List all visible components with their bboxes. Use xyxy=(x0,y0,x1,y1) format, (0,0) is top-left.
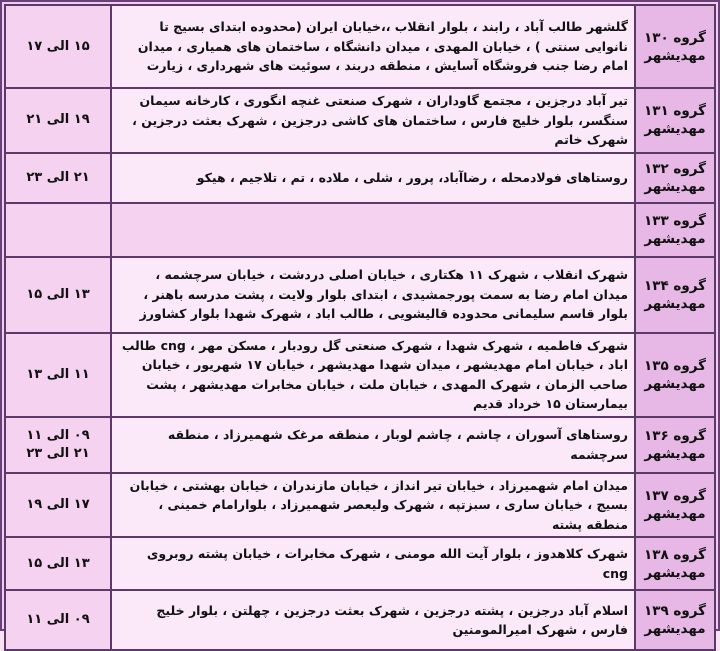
group-cell xyxy=(635,537,715,590)
group-word: گروه xyxy=(673,603,707,619)
time-range: ۱۳ الی ۱۵ xyxy=(26,555,90,571)
table-row xyxy=(5,417,715,473)
group-number: ۱۳۴ xyxy=(643,277,669,294)
table-row xyxy=(5,473,715,538)
areas-cell: گلشهر طالب آباد ، رابند ، بلوار انقلاب ،،خیابان ایران (محدوده ابتدای بسیج تا نانوایی سنتی ) ، خیابان المهدی ، میدان دانشگاه ، ساختمان های همیاری ، میدان امام رضا جنب فروشگاه آسایش ، منطقه دربند ، سوئیت های شهرداری ، زیارت xyxy=(111,5,635,88)
group-city: مهدیشهر xyxy=(644,295,706,312)
group-title xyxy=(636,357,714,375)
areas-cell: میدان امام شهمیرزاد ، خیابان تیر انداز ، خیابان مازندران ، خیابان بهشتی ، خیابان بسیج ، خیابان ساری ، سبزتپه ، شهرک ولیعصر شهمیرزاد ، بلوارامام خمینی ، منطقه پشته xyxy=(111,473,635,538)
time-range: ۰۹ الی ۱۱ xyxy=(26,427,90,443)
group-title xyxy=(636,546,714,564)
group-title xyxy=(636,212,714,230)
group-number: ۱۳۱ xyxy=(643,103,669,120)
group-number: ۱۳۹ xyxy=(643,603,669,619)
time-range: ۲۱ الی ۲۳ xyxy=(26,445,90,461)
table-row xyxy=(5,88,715,153)
time-cell xyxy=(5,257,111,333)
group-city: مهدیشهر xyxy=(644,375,706,392)
group-city: مهدیشهر xyxy=(644,230,706,247)
group-city: مهدیشهر xyxy=(644,445,706,462)
table-row xyxy=(5,5,715,88)
group-title xyxy=(636,602,714,620)
table-row xyxy=(5,333,715,417)
time-range: ۲۱ الی ۲۳ xyxy=(26,169,90,185)
group-title xyxy=(636,427,714,445)
group-number: ۱۳۶ xyxy=(643,427,669,444)
time-cell xyxy=(5,88,111,153)
areas-cell: تیر آباد درجزین ، مجتمع گاوداران ، شهرک صنعتی غنچه انگوری ، کارخانه سیمان سنگسر، بلوار خلیج فارس ، ساختمان های کاشی درجزین ، شهرک بعثت درجزین ، شهرک خاتم xyxy=(111,88,635,153)
group-city: مهدیشهر xyxy=(644,121,706,138)
table-row xyxy=(5,257,715,333)
areas-cell: روستاهای فولادمحله ، رضاآباد، پرور ، شلی ، ملاده ، تم ، تلاجیم ، هیکو xyxy=(111,153,635,203)
table-row xyxy=(5,590,715,650)
table-row xyxy=(5,153,715,203)
group-word: گروه xyxy=(673,160,707,177)
group-word: گروه xyxy=(673,546,707,563)
group-cell xyxy=(635,203,715,257)
areas-cell: شهرک انقلاب ، شهرک ۱۱ هکتاری ، خیابان اصلی دردشت ، خیابان سرچشمه ، میدان امام رضا به سمت پورجمشیدی ، ابتدای بلوار ولایت ، پشت مدرسه باهنر ، بلوار قاسم سلیمانی محدوده قالیشویی ، طالب اباد ، شهرک شهدا بلوار کشاورز xyxy=(111,257,635,333)
time-range: ۱۹ الی ۲۱ xyxy=(26,112,90,128)
group-word: گروه xyxy=(673,357,707,374)
time-cell xyxy=(5,473,111,538)
group-word: گروه xyxy=(673,277,707,294)
group-city: مهدیشهر xyxy=(644,47,706,64)
time-cell xyxy=(5,153,111,203)
group-cell xyxy=(635,153,715,203)
areas-cell: روستاهای آسوران ، چاشم ، چاشم لوبار ، منطقه مرغک شهمیرزاد ، منطقه سرچشمه xyxy=(111,417,635,473)
group-cell xyxy=(635,473,715,538)
time-cell xyxy=(5,203,111,257)
time-range: ۱۵ الی ۱۷ xyxy=(26,38,90,54)
group-title xyxy=(636,160,714,178)
group-word: گروه xyxy=(673,427,707,444)
areas-cell: شهرک فاطمیه ، شهرک شهدا ، شهرک صنعتی گل رودبار ، مسکن مهر ، cng طالب اباد ، خیابان امام مهدیشهر ، میدان شهدا مهدیشهر ، خیابان ۱۷ شهریور ، خیابان صاحب الزمان ، شهرک المهدی ، خیابان ملت ، خیابان مخابرات مهدیشهر ، پشت بیمارستان ۱۵ خرداد قدیم xyxy=(111,333,635,417)
group-word: گروه xyxy=(673,212,707,229)
group-title xyxy=(636,29,714,47)
time-cell xyxy=(5,537,111,590)
group-city: مهدیشهر xyxy=(644,564,706,581)
group-city: مهدیشهر xyxy=(644,505,706,522)
areas-cell xyxy=(111,203,635,257)
time-range: ۱۳ الی ۱۵ xyxy=(26,286,90,302)
group-cell xyxy=(635,417,715,473)
table-row xyxy=(5,537,715,590)
group-word: گروه xyxy=(673,29,707,46)
areas-cell: اسلام آباد درجزین ، پشته درجزین ، شهرک بعثت درجزین ، چهلتن ، بلوار خلیج فارس ، شهرک امیرالمومنین xyxy=(111,590,635,650)
group-number: ۱۳۰ xyxy=(643,29,669,46)
group-title xyxy=(636,102,714,120)
group-number: ۱۳۵ xyxy=(643,357,669,374)
group-number: ۱۳۷ xyxy=(643,487,669,504)
group-cell xyxy=(635,333,715,417)
group-city: مهدیشهر xyxy=(644,621,706,637)
time-range: ۱۱ الی ۱۳ xyxy=(26,366,90,382)
group-title xyxy=(636,277,714,295)
group-number: ۱۳۸ xyxy=(643,546,669,563)
group-cell xyxy=(635,257,715,333)
group-cell xyxy=(635,590,715,650)
table-row xyxy=(5,203,715,257)
group-number: ۱۳۳ xyxy=(643,212,669,229)
group-number: ۱۳۲ xyxy=(643,160,669,177)
group-word: گروه xyxy=(673,487,707,504)
time-range: ۱۷ الی ۱۹ xyxy=(26,496,90,512)
group-cell xyxy=(635,88,715,153)
time-cell xyxy=(5,417,111,473)
group-title xyxy=(636,487,714,505)
time-cell xyxy=(5,5,111,88)
group-city: مهدیشهر xyxy=(644,178,706,195)
time-cell xyxy=(5,333,111,417)
areas-cell: شهرک کلاهدوز ، بلوار آیت الله مومنی ، شهرک مخابرات ، خیابان پشته روبروی cng xyxy=(111,537,635,590)
group-word: گروه xyxy=(673,103,707,120)
time-range: ۰۹ الی ۱۱ xyxy=(26,612,90,627)
outage-schedule-table xyxy=(4,4,716,651)
time-cell xyxy=(5,590,111,650)
group-cell xyxy=(635,5,715,88)
